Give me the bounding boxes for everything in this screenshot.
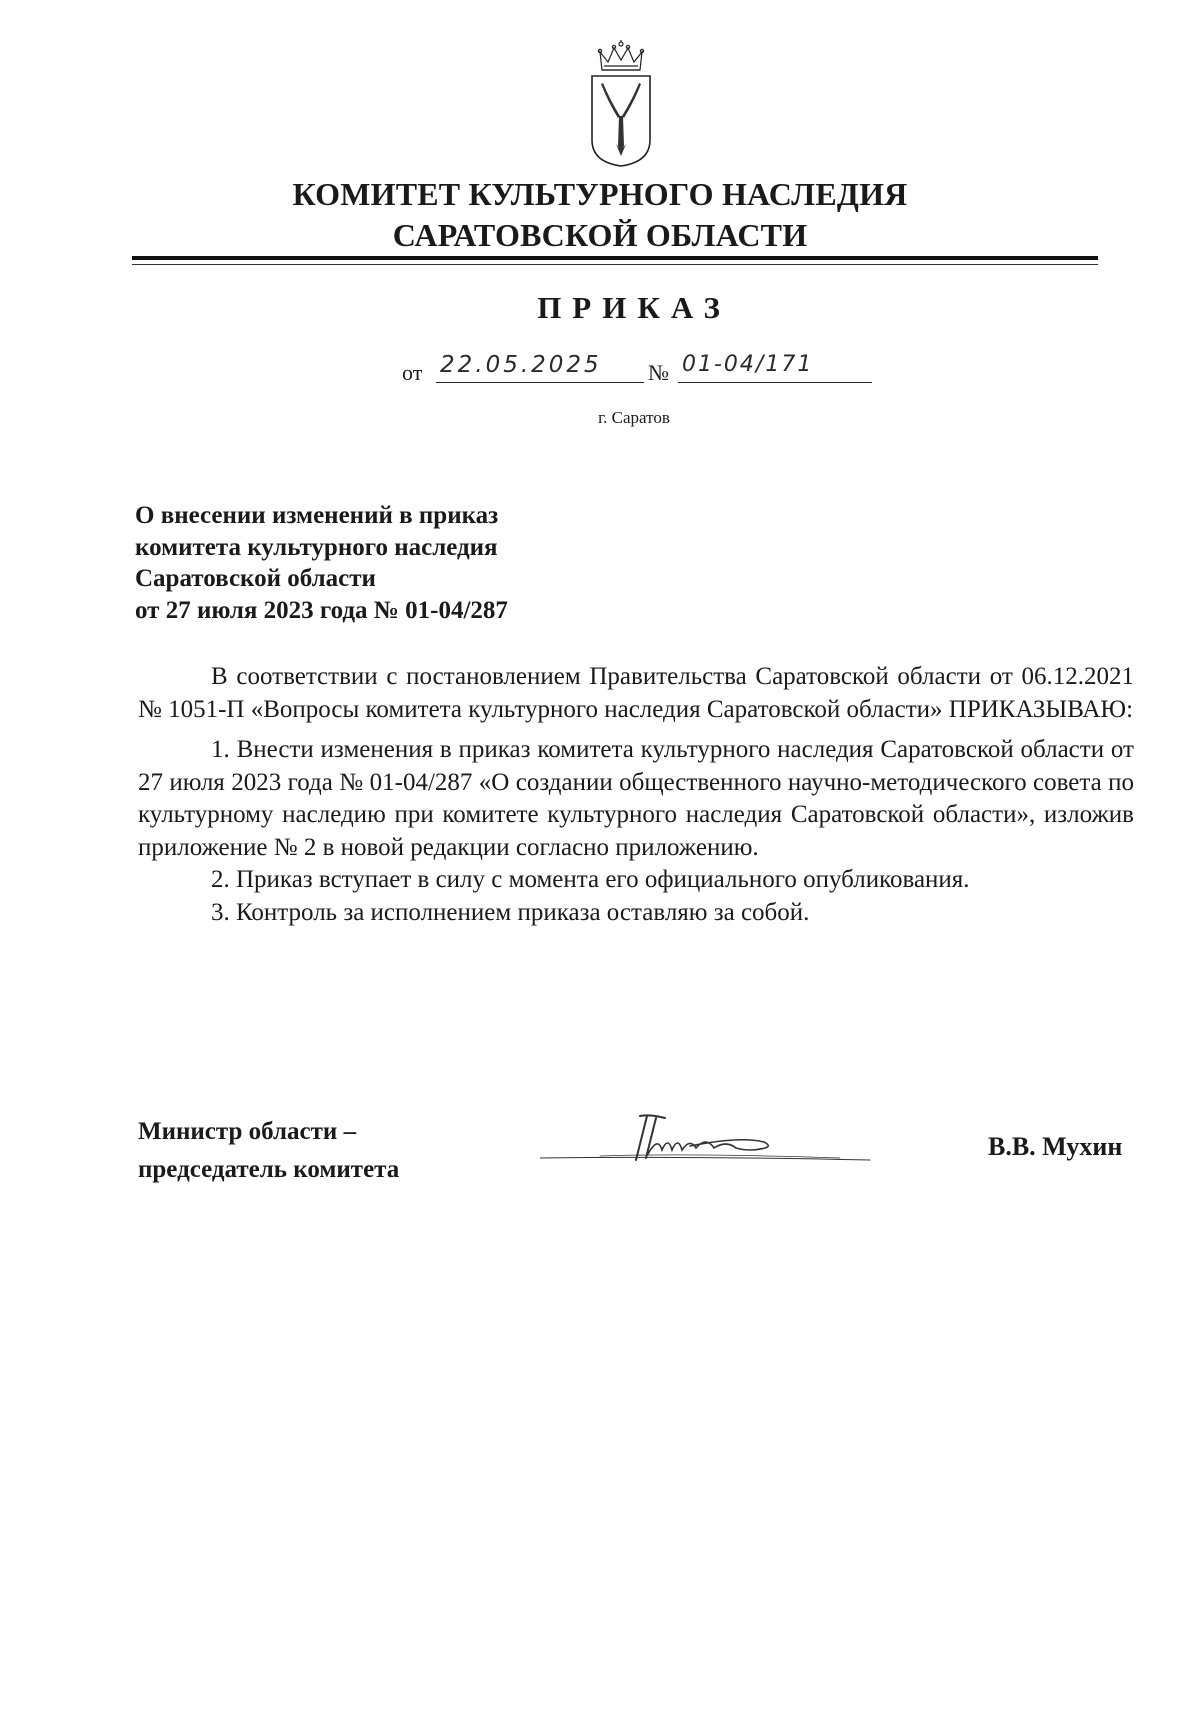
order-body [138, 661, 1134, 929]
body-item-1: 1. Внести изменения в приказ комитета культурного наследия Саратовской области от 27 июля 2023 года № 01-04/287 «О создании общественного научно-методического совета по культурному наследию при комитете культурного наследия Саратовской области», изложив приложение № 2 в новой редакции согласно приложению. [138, 736, 1134, 861]
order-number: 01-04/171 [678, 350, 872, 383]
header-rule-thick [132, 256, 1098, 260]
order-title: ПРИКАЗ [537, 290, 731, 325]
number-label: № [648, 360, 669, 385]
coat-of-arms-emblem [588, 40, 654, 168]
signatory-role [138, 1113, 558, 1189]
order-date-number-line [402, 350, 872, 390]
signatory-role-line1: Министр области – [138, 1118, 357, 1145]
signatory-role-line2: председатель комитета [138, 1156, 400, 1183]
subject-line3: Саратовской области [135, 565, 376, 592]
city: г. Саратов [598, 408, 670, 427]
body-item-2: 2. Приказ вступает в силу с момента его официального опубликования. [211, 866, 970, 893]
order-subject [135, 500, 695, 626]
org-title-line2: САРАТОВСКОЙ ОБЛАСТИ [392, 217, 808, 253]
subject-line2: комитета культурного наследия [135, 533, 498, 561]
body-intro: В соответствии с постановлением Правительства Саратовской области от 06.12.2021 № 1051-П «Вопросы комитета культурного наследия Саратовской области» ПРИКАЗЫВАЮ: [138, 663, 1134, 723]
organization-title [160, 174, 1040, 256]
org-title-line1: КОМИТЕТ КУЛЬТУРНОГО НАСЛЕДИЯ [292, 176, 908, 212]
header-rule-thin [132, 264, 1098, 265]
subject-line4: от 27 июля 2023 года № 01-04/287 [135, 596, 508, 624]
body-item-3: 3. Контроль за исполнением приказа оставляю за собой. [211, 898, 810, 926]
subject-line1: О внесении изменений в приказ [135, 502, 499, 529]
order-date: 22.05.2025 [436, 350, 644, 383]
from-label: от [402, 360, 423, 385]
handwritten-signature [540, 1106, 880, 1176]
signatory-name: В.В. Мухин [988, 1132, 1123, 1161]
